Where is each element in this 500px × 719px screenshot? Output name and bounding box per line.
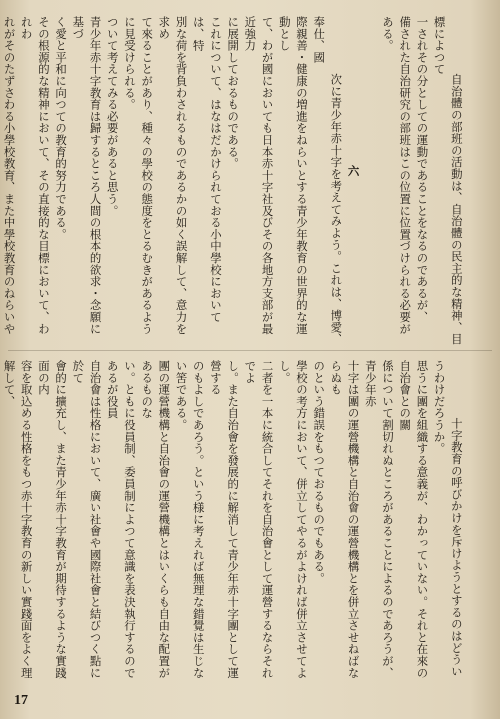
- text-line: く愛と平和に向つての教育的努力である。: [54, 16, 69, 241]
- text-line: 思うに團を組織する意義が、わかっていない。それと在來の自治會との關: [398, 360, 430, 679]
- text-line: 團の運營機構と自治會の運營機構とはいくらも自由な配置があるものな: [140, 360, 172, 679]
- page-number: 17: [14, 693, 28, 708]
- text-line: 際親善・健康の増進をねらいとする青少年教育の世界的な運動とし: [277, 16, 309, 335]
- horizontal-divider: [8, 350, 492, 351]
- text-line: ついて考えてみる必要があると思う。: [105, 16, 120, 217]
- text-line: 自治體の部班の活動は、自治體の民主的な精神、目標によつて: [432, 16, 464, 346]
- section-heading-six: 六: [346, 164, 361, 177]
- text-line: 會的に擴充し、また青少年赤十字教育が期待するような實踐面の内: [36, 360, 69, 679]
- text-line: れがそのたずさわる小學校教育、また中學校教育のねらいや: [2, 16, 17, 335]
- text-line: 係について割切れぬところがあることによるのであろうが、青少年赤: [363, 360, 395, 679]
- text-line: て、わが國においても日本赤十字社及びその各地方支部が最近強力: [243, 16, 275, 335]
- paragraph-group: [0, 360, 464, 679]
- text-column-bottom: [2, 360, 482, 680]
- text-line: 備された自治研究の部班はこの位置に位置づけられる必要がある。: [380, 16, 413, 335]
- text-line: 十字は團の運營機構と自治會の運營機構とを併立させねばならぬも: [329, 360, 361, 679]
- text-line: 一されその分としての運動であることをなるのであるが、: [415, 16, 430, 323]
- text-line: 次に青少年赤十字を考えてみよう。これは、博愛、奉仕、國: [312, 16, 344, 346]
- text-line: 十字教育の呼びかけを斥けようとするのはどういうわけだろうか。: [432, 360, 464, 678]
- text-line: 二者を一本に統合してそれを自治會として運營するならそれでよ: [243, 360, 275, 679]
- paragraph-group: [0, 16, 343, 345]
- text-line: のもよしであろう。という様に考えれば無理な錯覺は生じない筈である。: [174, 360, 206, 679]
- text-line: い。ともに役員制、委員制によつて意識を表決執行するのであるが役員: [105, 360, 137, 679]
- text-line: 學校の考方において、併立してやるがよければ併立させてよし。: [277, 360, 309, 679]
- text-line: 容を取込める性格をもつ赤十字教育の新しい實踐面をよく理解して、: [2, 360, 34, 679]
- text-line: て來ることがあり、種々の學校の態度をとるむきがあるように見受けられる。: [122, 16, 155, 335]
- text-line: その根源的な精神において、その直接的な目標において、われわ: [19, 16, 51, 335]
- text-line: 青少年赤十字教育は歸するところ人間の根本的欲求・念願に基づ: [71, 16, 103, 335]
- text-line: のという錯誤をもつておるものでもある。: [312, 360, 327, 585]
- text-line: 自治會は性格において、廣い社會や國際社會と結びつく點に於て: [71, 360, 103, 679]
- paragraph-group: [381, 16, 464, 345]
- text-line: し。また自治會を發展的に解消して青少年赤十字團として運營する: [208, 360, 241, 679]
- text-line: これについて、はなはだかけられておる小中學校においては、特: [191, 16, 223, 323]
- text-line: 別な荷を背負わされるものであるかの如く誤解して、意力を求め: [157, 16, 189, 335]
- text-column-top: [2, 16, 482, 346]
- text-line: に展開しておるものである。: [226, 16, 241, 170]
